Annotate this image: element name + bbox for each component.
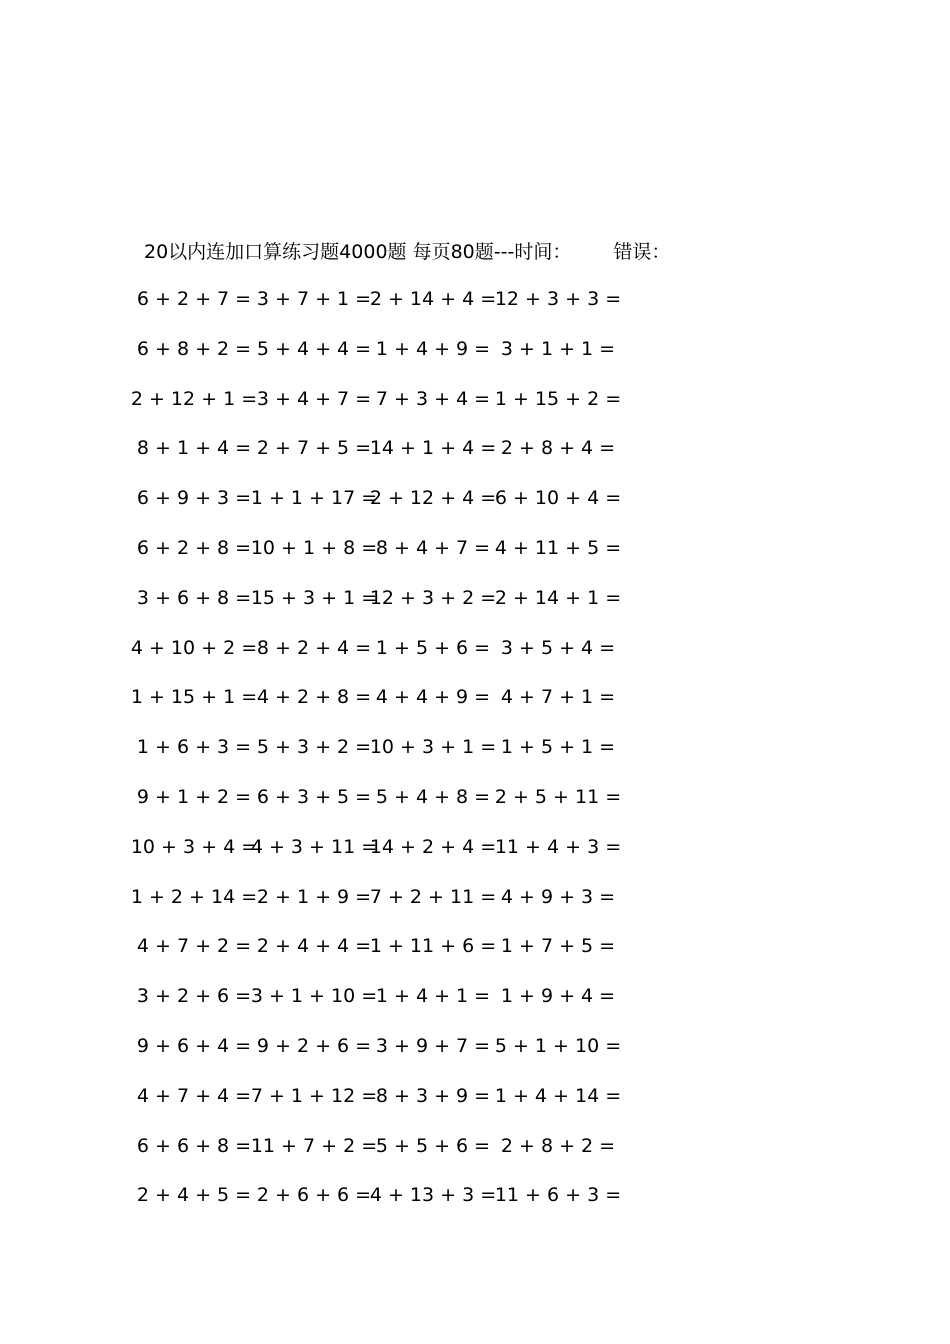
problem-item: 14 + 2 + 4 = bbox=[369, 835, 497, 858]
problem-item: 1 + 5 + 6 = bbox=[375, 636, 491, 659]
problem-item: 4 + 10 + 2 = bbox=[130, 636, 258, 659]
problem-item: 3 + 5 + 4 = bbox=[500, 636, 616, 659]
problem-item: 1 + 6 + 3 = bbox=[136, 736, 252, 759]
problem-item: 1 + 4 + 14 = bbox=[494, 1084, 622, 1107]
problem-item: 1 + 7 + 5 = bbox=[500, 935, 616, 958]
problem-item: 9 + 6 + 4 = bbox=[136, 1034, 252, 1057]
problem-item: 2 + 8 + 4 = bbox=[500, 437, 616, 460]
problem-row bbox=[130, 683, 660, 733]
problem-row bbox=[136, 783, 660, 833]
problem-row bbox=[136, 484, 660, 534]
problem-row bbox=[136, 335, 660, 385]
problem-item: 8 + 1 + 4 = bbox=[136, 437, 252, 460]
worksheet-header bbox=[144, 236, 670, 264]
problem-item: 1 + 9 + 4 = bbox=[500, 985, 616, 1008]
problem-item: 3 + 7 + 1 = bbox=[256, 288, 372, 310]
problem-item: 3 + 6 + 8 = bbox=[136, 586, 252, 609]
problem-item: 1 + 1 + 17 = bbox=[250, 487, 378, 510]
problem-item: 4 + 7 + 1 = bbox=[500, 686, 616, 709]
problem-item: 11 + 6 + 3 = bbox=[494, 1184, 622, 1207]
problem-item: 2 + 12 + 1 = bbox=[130, 387, 258, 410]
problem-item: 3 + 9 + 7 = bbox=[375, 1034, 491, 1057]
problem-item: 11 + 4 + 3 = bbox=[494, 835, 622, 858]
problem-item: 6 + 6 + 8 = bbox=[136, 1134, 252, 1157]
problem-item: 2 + 7 + 5 = bbox=[256, 437, 372, 460]
problem-item: 2 + 1 + 9 = bbox=[256, 885, 372, 908]
problem-item: 1 + 5 + 1 = bbox=[500, 736, 616, 759]
problem-item: 6 + 10 + 4 = bbox=[494, 487, 622, 510]
problem-item: 4 + 2 + 8 = bbox=[256, 686, 372, 709]
problem-item: 8 + 4 + 7 = bbox=[375, 536, 491, 559]
problem-row bbox=[136, 584, 660, 634]
problem-item: 4 + 7 + 2 = bbox=[136, 935, 252, 958]
problem-item: 2 + 14 + 4 = bbox=[369, 288, 497, 310]
problem-item: 6 + 2 + 7 = bbox=[136, 288, 252, 310]
problem-row bbox=[130, 833, 660, 883]
problem-item: 1 + 15 + 1 = bbox=[130, 686, 258, 709]
problem-item: 6 + 9 + 3 = bbox=[136, 487, 252, 510]
problem-row bbox=[136, 1132, 660, 1182]
problem-item: 6 + 8 + 2 = bbox=[136, 337, 252, 360]
problem-item: 5 + 1 + 10 = bbox=[494, 1034, 622, 1057]
problem-item: 2 + 8 + 2 = bbox=[500, 1134, 616, 1157]
problem-item: 8 + 3 + 9 = bbox=[375, 1084, 491, 1107]
problem-item: 12 + 3 + 2 = bbox=[369, 586, 497, 609]
problem-item: 8 + 2 + 4 = bbox=[256, 636, 372, 659]
problem-row bbox=[136, 534, 660, 584]
problem-item: 3 + 1 + 1 = bbox=[500, 337, 616, 360]
problem-item: 1 + 4 + 1 = bbox=[375, 985, 491, 1008]
problem-item: 7 + 1 + 12 = bbox=[250, 1084, 378, 1107]
problem-item: 5 + 3 + 2 = bbox=[256, 736, 372, 759]
problem-row bbox=[136, 1082, 660, 1132]
problem-item: 2 + 4 + 5 = bbox=[136, 1184, 252, 1207]
problem-row bbox=[136, 982, 660, 1032]
problem-grid bbox=[130, 285, 660, 1231]
problem-row bbox=[130, 634, 660, 684]
problem-row bbox=[136, 285, 660, 335]
problem-item: 5 + 5 + 6 = bbox=[375, 1134, 491, 1157]
problem-item: 2 + 12 + 4 = bbox=[369, 487, 497, 510]
problem-item: 2 + 6 + 6 = bbox=[256, 1184, 372, 1207]
problem-item: 2 + 5 + 11 = bbox=[494, 785, 622, 808]
problem-item: 3 + 4 + 7 = bbox=[256, 387, 372, 410]
problem-item: 14 + 1 + 4 = bbox=[369, 437, 497, 460]
worksheet-title: 20以内连加口算练习题4000题 每页80题---时间： bbox=[144, 240, 572, 263]
problem-item: 4 + 11 + 5 = bbox=[494, 536, 622, 559]
problem-row bbox=[130, 883, 660, 933]
problem-item: 2 + 4 + 4 = bbox=[256, 935, 372, 958]
problem-item: 10 + 3 + 4 = bbox=[130, 835, 258, 858]
problem-item: 3 + 2 + 6 = bbox=[136, 985, 252, 1008]
problem-item: 6 + 2 + 8 = bbox=[136, 536, 252, 559]
problem-row bbox=[130, 385, 660, 435]
problem-row bbox=[136, 1181, 660, 1231]
problem-row bbox=[136, 1032, 660, 1082]
problem-item: 9 + 1 + 2 = bbox=[136, 785, 252, 808]
problem-item: 1 + 15 + 2 = bbox=[494, 387, 622, 410]
problem-row bbox=[136, 733, 660, 783]
problem-item: 15 + 3 + 1 = bbox=[250, 586, 378, 609]
problem-item: 9 + 2 + 6 = bbox=[256, 1034, 372, 1057]
problem-item: 5 + 4 + 4 = bbox=[256, 337, 372, 360]
problem-row bbox=[136, 932, 660, 982]
problem-item: 7 + 2 + 11 = bbox=[369, 885, 497, 908]
problem-item: 10 + 3 + 1 = bbox=[369, 736, 497, 759]
problem-item: 11 + 7 + 2 = bbox=[250, 1134, 378, 1157]
problem-item: 2 + 14 + 1 = bbox=[494, 586, 622, 609]
problem-item: 4 + 9 + 3 = bbox=[500, 885, 616, 908]
problem-item: 4 + 3 + 11 = bbox=[250, 835, 378, 858]
problem-item: 1 + 4 + 9 = bbox=[375, 337, 491, 360]
problem-item: 12 + 3 + 3 = bbox=[494, 288, 622, 310]
problem-item: 10 + 1 + 8 = bbox=[250, 536, 378, 559]
problem-row bbox=[136, 434, 660, 484]
problem-item: 3 + 1 + 10 = bbox=[250, 985, 378, 1008]
problem-item: 1 + 2 + 14 = bbox=[130, 885, 258, 908]
problem-item: 1 + 11 + 6 = bbox=[369, 935, 497, 958]
problem-item: 4 + 4 + 9 = bbox=[375, 686, 491, 709]
problem-item: 5 + 4 + 8 = bbox=[375, 785, 491, 808]
problem-item: 4 + 7 + 4 = bbox=[136, 1084, 252, 1107]
problem-item: 4 + 13 + 3 = bbox=[369, 1184, 497, 1207]
problem-item: 7 + 3 + 4 = bbox=[375, 387, 491, 410]
errors-label: 错误： bbox=[613, 240, 671, 263]
problem-item: 6 + 3 + 5 = bbox=[256, 785, 372, 808]
